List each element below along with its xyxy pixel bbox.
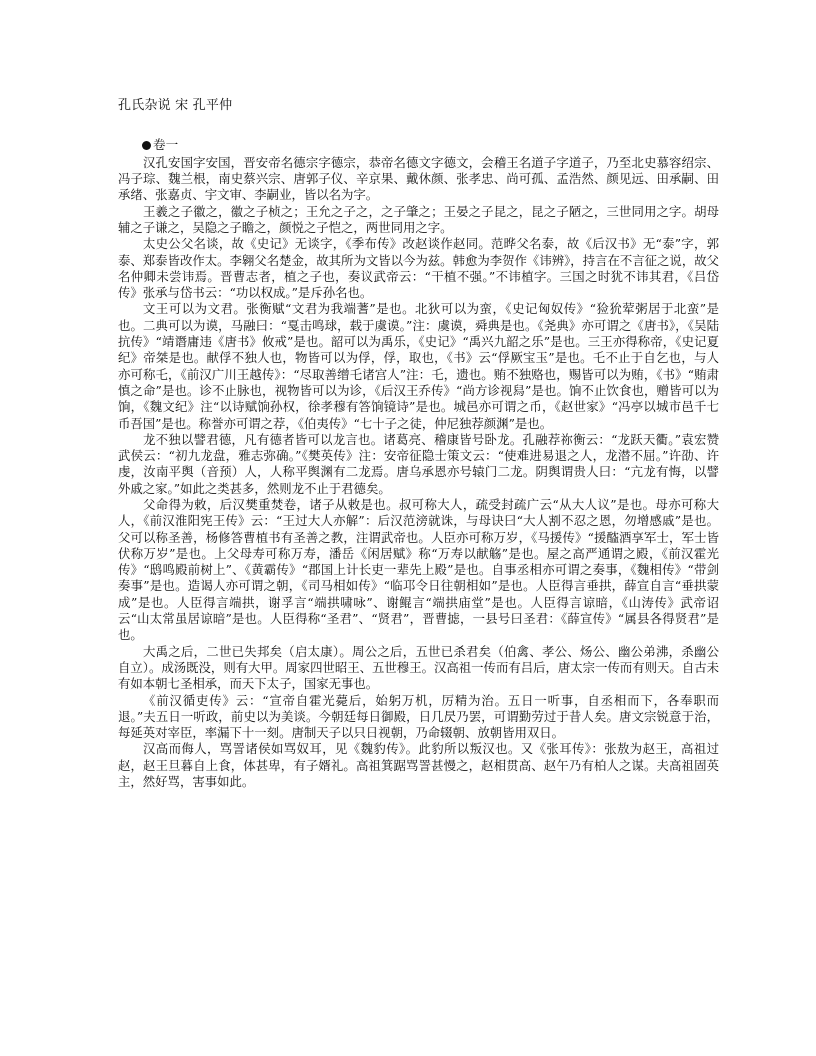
paragraph: 太史公父名谈，故《史记》无谈字，《季布传》改赵谈作赵同。范晔父名泰，故《后汉书》无“泰”字，郭泰、郑泰皆改作太。李翱父名楚金，故其所为文皆以今为兹。韩愈为李贺作《讳辨》，持言在不言征之说，故父名仲卿未尝讳焉。晋曹志者，植之子也，奏议武帝云：“干植不强。”不讳植字。三国之时犹不讳其君，《吕岱传》张承与岱书云：“功以权成。”是斥孙名也。 (118, 236, 719, 301)
section-heading (118, 136, 720, 154)
paragraph: 汉高而侮人，骂詈诸侯如骂奴耳，见《魏豹传》。此豹所以叛汉也。又《张耳传》：张敖为赵王，高祖过赵，赵王旦暮自上食，体甚卑，有子婿礼。高祖箕踞骂詈甚慢之，赵相贯高、赵午乃有柏人之谋。夫高祖固英主，然好骂，害事如此。 (118, 741, 719, 790)
paragraph: 文王可以为文君。张衡赋“文君为我端蓍”是也。北狄可以为蛮，《史记匈奴传》“猃狁荤粥居于北蛮”是也。二典可以为谟，马融曰：“戛击鸣球，载于虞谟。”注：虞谟，舜典是也。《尧典》亦可谓之《唐书》，《吴陆抗传》“靖谮庸违《唐书》攸戒”是也。韶可以为禹乐，《史记》“禹兴九韶之乐”是也。三王亦得称帝，《史记夏纪》帝桀是也。献俘不独人也，物皆可以为俘，俘，取也，《书》云“俘厥宝玉”是也。乇不止于自乞也，与人亦可称乇，《前汉广川王越传》：“尽取善缯乇诸宫人”注：乇，遗也。贿不独赂也，赐皆可以为贿，《书》“贿肃慎之命”是也。诊不止脉也，视物皆可以为诊，《后汉王乔传》“尚方诊视舄”是也。饷不止饮食也，赠皆可以为饷，《魏文纪》注“以诗赋饷孙权，徐孝穆有答饷镜诗”是也。城邑亦可谓之币，《赵世家》“冯亭以城市邑千七币吾国”是也。称誉亦可谓之荐，《伯夷传》“七十子之徒，仲尼独荐颜渊”是也。 (118, 301, 719, 431)
paragraph: 父命得为敕，后汉樊重焚卷，诸子从敕是也。叔可称大人，疏受封疏广云“从大人议”是也。母亦可称大人，《前汉淮阳宪王传》云：“王过大人亦解”：后汉范滂就诛，与母诀曰“大人割不忍之恩，勿增感戚”是也。父可以称圣善，杨修答曹植书有圣善之教，注谓武帝也。人臣亦可称万岁，《马援传》“援醓酒享军士，军士皆伏称万岁”是也。上父母寿可称万寿，潘岳《闲居赋》称“万寿以献觞”是也。屋之高严通谓之殿，《前汉霍光传》“鸱鸣殿前树上”、《黄霸传》“郡国上计长吏一辈先上殿”是也。自事丞相亦可谓之奏事，《魏相传》“带剑奏事”是也。造谒人亦可谓之朝，《司马相如传》“临邛令日往朝相如”是也。人臣得言垂拱，薛宣自言“垂拱蒙成”是也。人臣得言端拱，谢孚言“端拱啸咏”、谢鲲言“端拱庙堂”是也。人臣得言谅暗，《山涛传》武帝诏云“山太常虽居谅暗”是也。人臣得称“圣君”、“贤君”，晋曹摅，一县号曰圣君：《薛宣传》“属县各得贤君”是也。 (118, 496, 719, 643)
document-body (118, 155, 719, 791)
page-title: 孔氏杂说 宋 孔平仲 (118, 98, 233, 113)
section-heading-label: 卷一 (153, 136, 179, 152)
paragraph: 大禹之后，二世已失邦矣（启太康）。周公之后，五世已杀君矣（伯禽、孝公、炀公、幽公弟沸，杀幽公自立）。成汤既没，则有大甲。周家四世昭王、五世穆王。汉高祖一传而有吕后，唐太宗一传而有则天。自古未有如本朝七圣相承，而天下太子，国家无事也。 (118, 643, 719, 692)
paragraph: 《前汉循吏传》云：“宣帝自霍光薨后，始躬万机，厉精为治。五日一听事，自丞相而下，各奉职而退。”夫五日一听政，前史以为美谈。今朝廷每日御殿，日几昃乃罢，可谓勤劳过于昔人矣。唐文宗锐意于治，每延英对宰臣，率漏下十一刻。唐制天子以只日视朝，乃命辍朝、放朝皆用双日。 (118, 692, 719, 741)
bullet-icon (142, 141, 151, 150)
paragraph: 龙不独以譬君德，凡有德者皆可以龙言也。诸葛亮、稽康皆号卧龙。孔融荐祢衡云：“龙跃天衢。”袁宏赞武侯云：“初九龙盘，雅志弥确。”《樊英传》注：安帝征隐士策文云：“使难进易退之人，龙潜不屈。”许劭、许虔，汝南平舆（音预）人，人称平舆渊有二龙焉。唐乌承恩亦号辕门二龙。阴舆谓贵人曰：“亢龙有悔，以譬外戚之家。”如此之类甚多，然则龙不止于君德矣。 (118, 431, 719, 496)
paragraph: 汉孔安国字安国，晋安帝名德宗字德宗，恭帝名德文字德文，会稽王名道子字道子，乃至北史慕容绍宗、冯子琮、魏兰根，南史蔡兴宗、唐郭子仪、辛京果、戴休颜、张孝忠、尚可孤、孟浩然、颜见远、田承嗣、田承绪、张嘉贞、宇文审、李嗣业，皆以名为字。 (118, 154, 719, 203)
paragraph: 王羲之子徽之，徽之子桢之；王允之子之，之子肇之；王晏之子昆之，昆之子陋之，三世同用之字。胡母辅之子谦之，吴隐之子瞻之，颜悦之子恺之，两世同用之字。 (118, 203, 719, 235)
